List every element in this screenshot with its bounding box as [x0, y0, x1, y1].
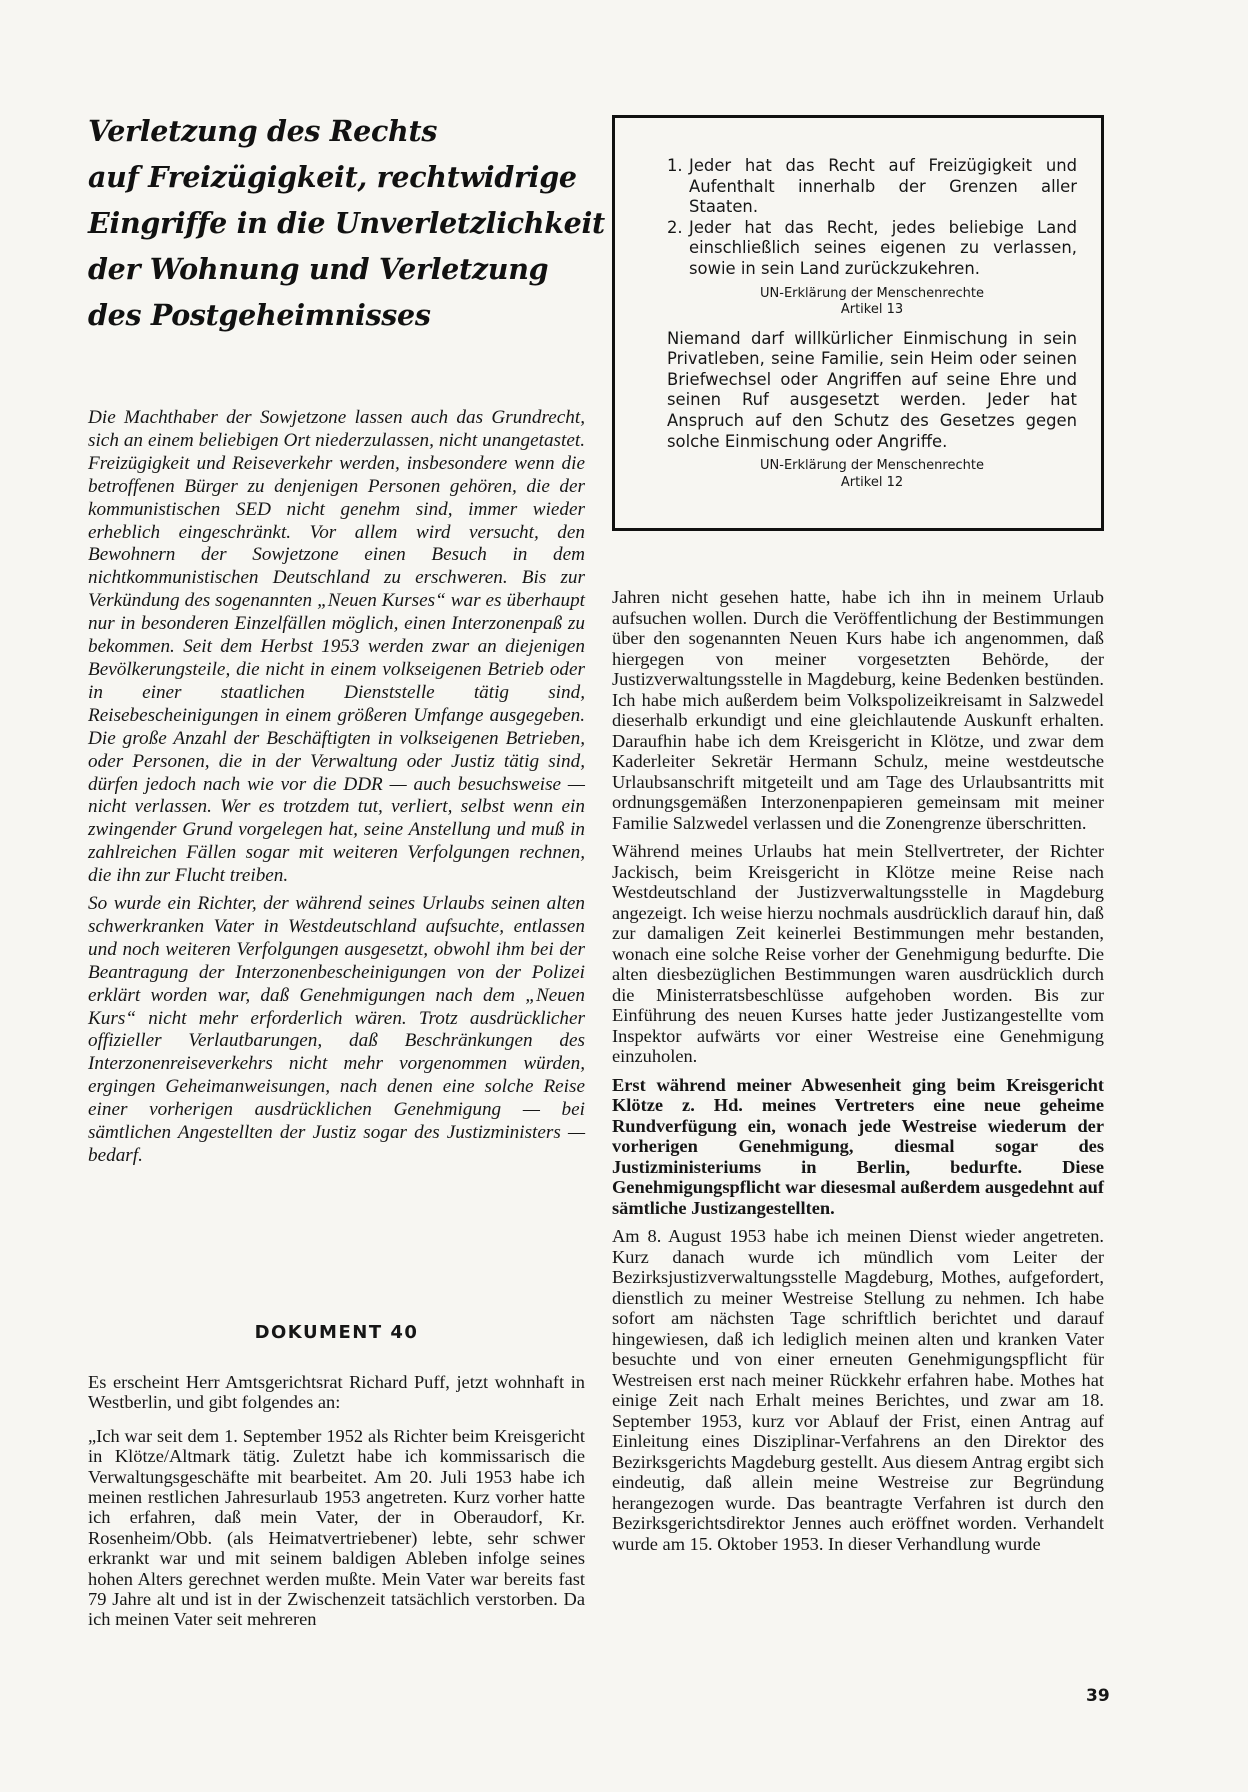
intro-paragraph: Die Machthaber der Sowjetzone lassen auch das Grundrecht, sich an einem beliebigen Ort niederzulassen, nicht unangetastet. Freizügigkeit und Reiseverkehr werden, insbesondere wenn die betroffenen Bürger zu denjenigen Personen gehören, die der kommunistischen SED nicht genehm sind, immer wieder erheblich eingeschränkt. Vor allem wird versucht, den Bewohnern der Sowjetzone einen Besuch in dem nichtkommunistischen Deutschland zu erschweren. Bis zur Verkündung des sogenannten „Neuen Kurses“ war es überhaupt nur in besonderen Einzelfällen möglich, einen Interzonenpaß zu bekommen. Seit dem Herbst 1953 werden zwar an diejenigen Bevölkerungsteile, die nicht in einem volkseigenen Betrieb oder in einer staatlichen Dienststelle tätig sind, Reisebescheinigungen in einem größeren Umfange ausgegeben. Die große Anzahl der Beschäftigten in volkseigenen Betrieben, oder Personen, die in der Verwaltung oder Justiz tätig sind, dürfen jedoch nach wie vor die DDR — auch besuchsweise — nicht verlassen. Wer es trotzdem tut, verliert, selbst wenn ein zwingender Grund vorgelegen hat, seine Anstellung und muß in zahlreichen Fällen sogar mit weiteren Verfolgungen rechnen, die ihn zur Flucht treiben.: [88, 407, 585, 887]
source-citation-12: [667, 458, 1077, 491]
body-paragraph: Am 8. August 1953 habe ich meinen Dienst wieder angetreten. Kurz danach wurde ich mündlich vom Leiter der Bezirksjustizverwaltungsstelle Magdeburg, Mothes, aufgefordert, dienstlich zu meiner Westreise Stellung zu nehmen. Ich habe sofort am nächsten Tage schriftlich berichtet und darauf hingewiesen, daß ich lediglich meinen alten und kranken Vater besuchte und von einer erneuten Genehmigungspflicht für Westreisen erst nach meiner Rückkehr erfahren habe. Mothes hat einige Zeit nach Erhalt meines Berichtes, und zwar am 18. September 1953, kurz vor Ablauf der Frist, einen Antrag auf Einleitung eines Disziplinar-Verfahrens an den Direktor des Bezirksgerichts Magdeburg gestellt. Aus diesem Antrag ergibt sich eindeutig, daß allein meine Westreise zur Begründung herangezogen wurde. Das beantragte Verfahren ist durch den Bezirksgerichtsdirektor Jennes auch eröffnet worden. Verhandelt wurde am 15. Oktober 1953. In dieser Verhandlung wurde: [612, 1226, 1104, 1554]
title-line: Eingriffe in die Unverletzlichkeit: [88, 206, 605, 240]
body-paragraph: „Ich war seit dem 1. September 1952 als Richter beim Kreisgericht in Klötze/Altmark tätig. Zuletzt habe ich kommissarisch die Verwaltungsgeschäfte mit bearbeitet. Am 20. Juli 1953 habe ich meinen restlichen Jahresurlaub 1953 angetreten. Kurz vorher hatte ich erfahren, daß mein Vater, der in Oberaudorf, Kr. Rosenheim/Obb. (als Heimatvertriebener) lebte, sehr schwer erkrankt war und mit seinem baldigen Ableben infolge seines hohen Alters gerechnet werden mußte. Mein Vater war bereits fast 79 Jahre alt und ist in der Zwischenzeit tatsächlich verstorben. Da ich meinen Vater seit mehreren: [88, 1425, 585, 1630]
list-text: Jeder hat das Recht auf Freizügigkeit und Aufenthalt innerhalb der Grenzen aller Staaten.: [689, 156, 1077, 217]
title-line: Verletzung des Rechts: [88, 114, 438, 148]
document-heading: DOKUMENT 40: [254, 1322, 419, 1343]
list-text: Jeder hat das Recht, jedes beliebige Land einschließlich seines eigenen zu verlassen, sowie in sein Land zurückzukehren.: [689, 217, 1077, 278]
list-number: 2.: [667, 217, 683, 237]
citation-line: UN-Erklärung der Menschenrechte: [760, 458, 984, 474]
intro-paragraph: So wurde ein Richter, der während seines Urlaubs seinen alten schwerkranken Vater in Westdeutschland aufsuchte, entlassen und noch weiteren Verfolgungen ausgesetzt, obwohl ihm bei der Beantragung der Interzonenbescheinigungen von der Polizei erklärt worden war, daß Genehmigungen nach dem „Neuen Kurs“ nicht mehr erforderlich wären. Trotz ausdrücklicher offizieller Verlautbarungen, daß Beschränkungen des Interzonenreiseverkehrs nicht mehr vorgenommen würden, ergingen Geheimanweisungen, nach denen eine solche Reise einer vorherigen ausdrücklichen Genehmigung — bei sämtlichen Angestellten der Justiz sogar des Justizministers — bedarf.: [88, 893, 585, 1166]
title-line: auf Freizügigkeit, rechtwidrige: [88, 160, 577, 194]
body-paragraph: Während meines Urlaubs hat mein Stellvertreter, der Richter Jackisch, beim Kreisgericht in Klötze meine Reise nach Westdeutschland der Justizverwaltungsstelle in Magdeburg angezeigt. Ich weise hierzu nochmals ausdrücklich darauf hin, daß zur damaligen Zeit keinerlei Bestimmungen mehr bestanden, wonach eine solche Reise vorher der Genehmigung bedurfte. Die alten diesbezüglichen Bestimmungen waren ausdrücklich durch die Ministerratsbeschlüsse aufgehoben worden. Bis zur Einführung des neuen Kurses hatte jeder Justizangestellte vom Inspektor aufwärts vor einer Westreise eine Genehmigung einzuholen.: [612, 841, 1104, 1066]
page-number: 39: [1086, 1686, 1110, 1706]
left-column-body: [88, 1372, 585, 1630]
body-paragraph: Jahren nicht gesehen hatte, habe ich ihn in meinem Urlaub aufsuchen wollen. Durch die Veröffentlichung der Bestimmungen über den sogenannten Neuen Kurs habe ich angenommen, daß hiergegen von meiner vorgesetzten Behörde, der Justizverwaltungsstelle in Magdeburg, keine Bedenken bestünden. Ich habe mich außerdem beim Volkspolizeikreisamt in Salzwedel dieserhalb erkundigt und eine gleichlautende Auskunft erhalten. Daraufhin habe ich dem Kreisgericht in Klötze, und zwar dem Kaderleiter Sekretär Hermann Schulz, meine westdeutsche Urlaubsanschrift mitgeteilt und am Tage des Urlaubsantritts mit ordnungsgemäßen Interzonenpapieren gemeinsam mit meiner Familie Salzwedel verlassen und die Zonengrenze überschritten.: [612, 587, 1104, 833]
intro-text: [88, 407, 585, 1168]
article13-item-2: [667, 218, 1077, 280]
article13-item-1: [667, 156, 1077, 218]
citation-line: Artikel 12: [840, 474, 904, 490]
source-citation-13: [667, 286, 1077, 319]
human-rights-quote-box: [612, 115, 1104, 531]
citation-line: UN-Erklärung der Menschenrechte: [760, 285, 984, 301]
citation-line: Artikel 13: [840, 302, 904, 318]
right-column-body: [612, 587, 1104, 1554]
list-number: 1.: [667, 156, 683, 175]
article12-text: Niemand darf willkürlicher Einmischung in sein Privatleben, seine Familie, sein Heim oder seinen Briefwechsel oder Angriffen auf seine Ehre und seinen Ruf ausgesetzt werden. Jeder hat Anspruch auf den Schutz des Gesetzes gegen solche Einmischung oder Angriffe.: [667, 328, 1077, 451]
article13-list: [667, 156, 1077, 280]
title-line: der Wohnung und Verletzung: [88, 252, 549, 286]
article-title: [88, 108, 608, 338]
body-paragraph: Es erscheint Herr Amtsgerichtsrat Richard Puff, jetzt wohnhaft in Westberlin, und gibt folgendes an:: [88, 1372, 585, 1413]
body-paragraph-bold: Erst während meiner Abwesenheit ging beim Kreisgericht Klötze z. Hd. meines Vertreters eine neue geheime Rundverfügung ein, wonach jede Westreise wiederum der vorherigen Genehmigung, diesmal sogar des Justizministeriums in Berlin, bedurfte. Diese Genehmigungspflicht war diesesmal außerdem ausgedehnt auf sämtliche Justizangestellten.: [612, 1074, 1104, 1218]
title-line: des Postgeheimnisses: [88, 298, 431, 332]
